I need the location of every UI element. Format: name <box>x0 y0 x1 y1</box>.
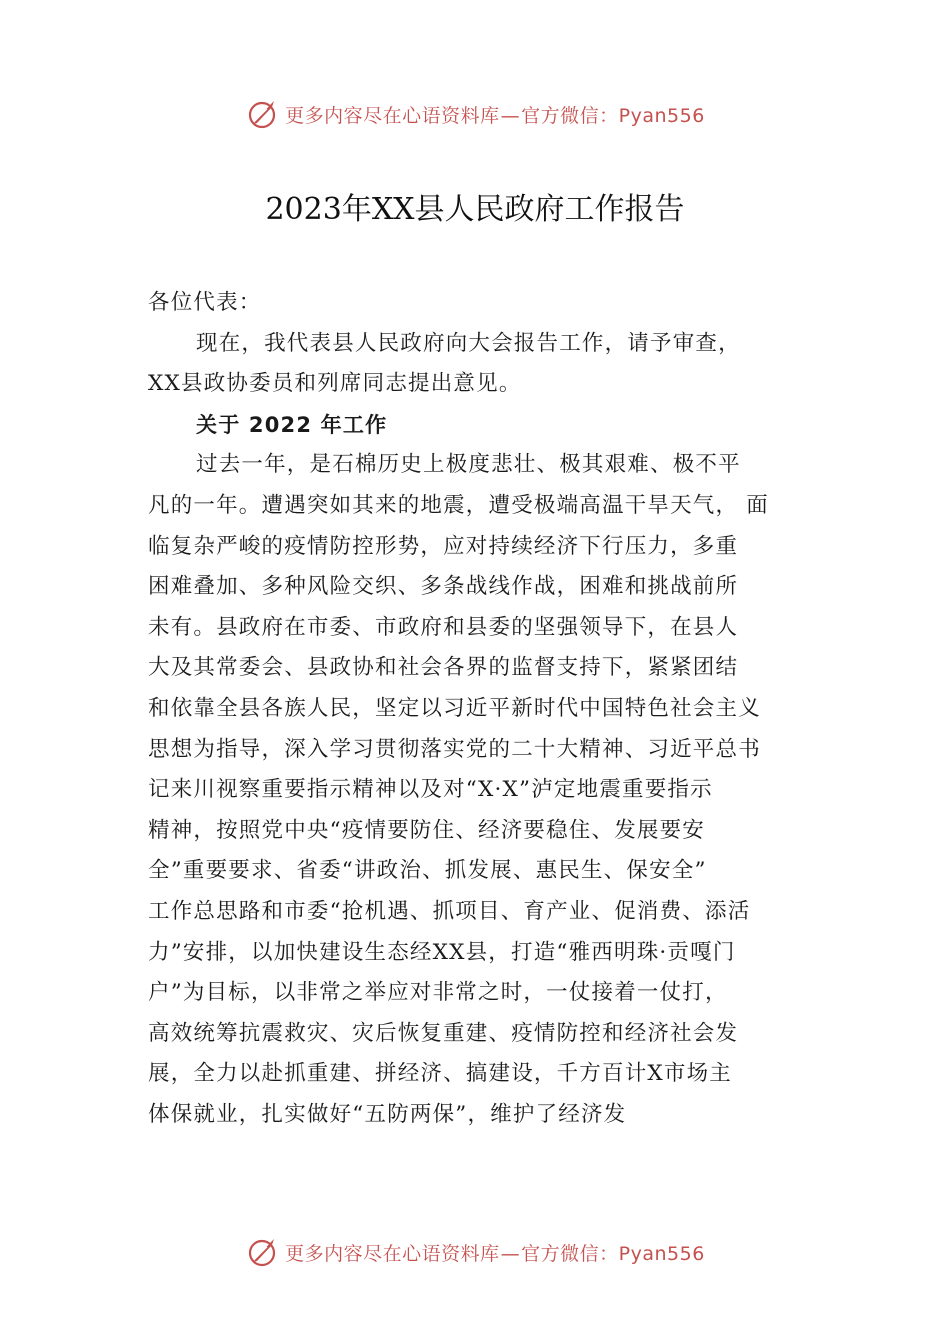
quill-pen-logo-icon <box>245 97 279 131</box>
watermark-main-text: 更多内容尽在心语资料库 <box>285 1242 500 1265</box>
paragraph-line: 过去一年，是石棉历史上极度悲壮、极其艰难、极不平 <box>196 452 741 478</box>
watermark-suffix-text: 官方微信：Pyan556 <box>521 1242 705 1265</box>
paragraph-line: 思想为指导，深入学习贯彻落实党的二十大精神、习近平总书 <box>148 736 761 762</box>
watermark-suffix-text: 官方微信：Pyan556 <box>521 104 705 127</box>
paragraph-line: 展，全力以赴抓重建、拼经济、搞建设，千方百计X市场主 <box>148 1061 733 1087</box>
paragraph-line: 高效统筹抗震救灾、灾后恢复重建、疫情防控和经济社会发 <box>148 1020 739 1046</box>
paragraph-line: 户”为目标，以非常之举应对非常之时，一仗接着一仗打， <box>148 980 728 1006</box>
watermark-banner-bottom <box>0 1232 950 1272</box>
paragraph-line: 凡的一年。遭遇突如其来的地震，遭受极端高温干旱天气， 面 <box>148 492 769 518</box>
paragraph-line: 未有。县政府在市委、市政府和县委的坚强领导下，在县人 <box>148 614 739 640</box>
watermark-text <box>285 101 705 128</box>
paragraph-line: 和依靠全县各族人民，坚定以习近平新时代中国特色社会主义 <box>148 695 761 721</box>
quill-pen-logo-icon <box>245 1235 279 1269</box>
paragraph-line: 大及其常委会、县政协和社会各界的监督支持下，紧紧团结 <box>148 655 739 681</box>
document-body <box>148 283 820 1135</box>
watermark-main-text: 更多内容尽在心语资料库 <box>285 104 500 127</box>
page-title: 2023年XX县人民政府工作报告 <box>265 192 685 227</box>
intro-line: 现在，我代表县人民政府向大会报告工作，请予审查， <box>196 330 741 356</box>
salutation: 各位代表： <box>148 290 262 315</box>
paragraph-line: 记来川视察重要指示精神以及对“X·X”泸定地震重要指示 <box>148 777 713 803</box>
paragraph-line: 精神，按照党中央“疫情要防住、经济要稳住、发展要安 <box>148 817 705 843</box>
section-heading: 关于 2022 年工作 <box>196 412 388 437</box>
watermark-text <box>285 1239 705 1266</box>
watermark-dash: — <box>500 1242 521 1265</box>
paragraph-line: 全”重要要求、省委“讲政治、抓发展、惠民生、保安全” <box>148 858 707 884</box>
intro-line: XX县政协委员和列席同志提出意见。 <box>148 371 522 397</box>
paragraph-line: 体保就业，扎实做好“五防两保”，维护了经济发 <box>148 1101 627 1127</box>
paragraph-line: 临复杂严峻的疫情防控形势，应对持续经济下行压力，多重 <box>148 533 739 559</box>
watermark-dash: — <box>500 104 521 127</box>
paragraph-line: 困难叠加、多种风险交织、多条战线作战，困难和挑战前所 <box>148 574 739 600</box>
paragraph-line: 工作总思路和市委“抢机遇、抓项目、育产业、促消费、添活 <box>148 898 751 924</box>
watermark-banner-top <box>0 94 950 134</box>
paragraph-line: 力”安排，以加快建设生态经XX县，打造“雅西明珠·贡嘎门 <box>148 939 736 965</box>
